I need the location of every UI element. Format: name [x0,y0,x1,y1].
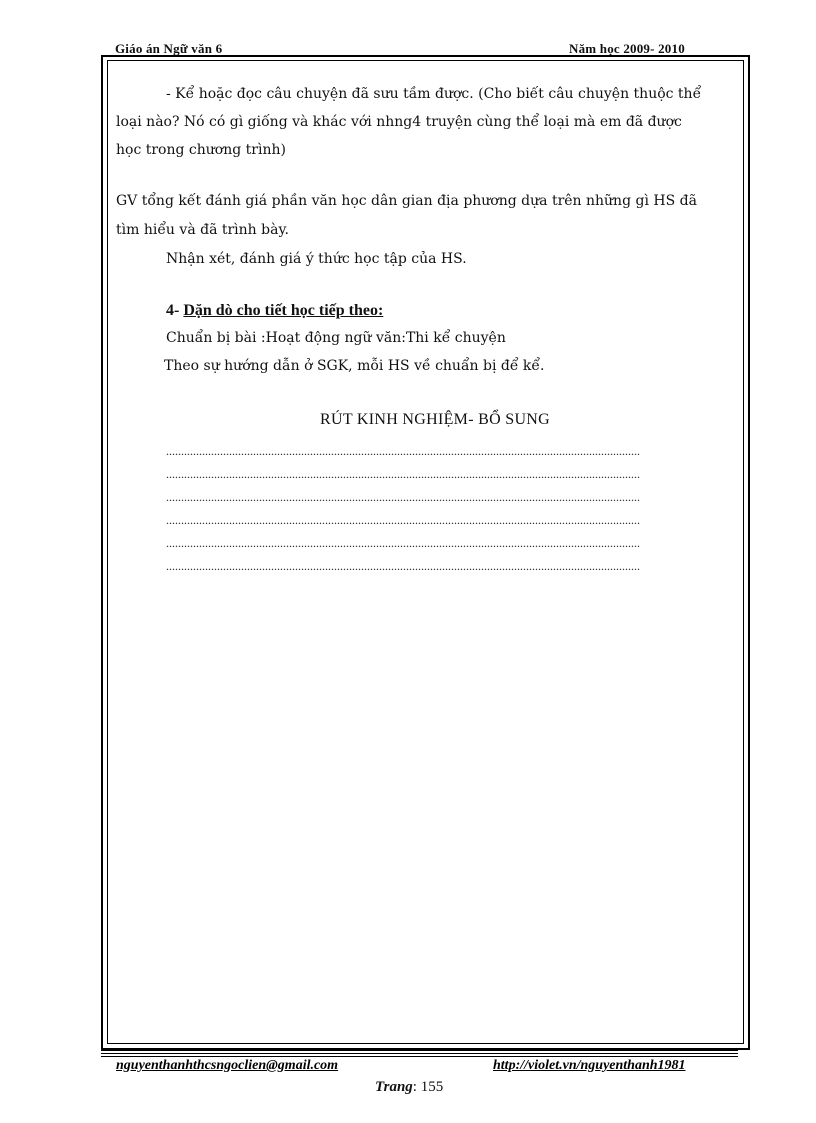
section4-line1: Chuẩn bị bài :Hoạt động ngữ văn:Thi kể chuyện [166,330,506,346]
footer-email-link[interactable]: nguyenthanhthcsngoclien@gmail.com [116,1058,339,1073]
rut-kinh-nghiem-title: RÚT KINH NGHIỆM- BỔ SUNG [320,411,551,428]
footer-rule [101,1053,738,1054]
footer-rule [101,1050,738,1051]
dotted-line: .............................................................................................................................................................. [166,536,640,550]
para2-line2: tìm hiểu và đã trình bày. [116,222,289,238]
section-4-number: 4- [166,302,180,319]
dotted-line: .............................................................................................................................................................. [166,490,640,504]
page-label-colon: : [412,1079,417,1095]
para1-line1: - Kể hoặc đọc câu chuyện đã sưu tầm được. (Cho biết câu chuyện thuộc thể [166,86,702,102]
section4-line2: Theo sự hướng dẫn ở SGK, mỗi HS về chuẩn bị để kể. [164,358,545,374]
para1-line3: học trong chương trình) [116,142,286,158]
footer-url-link[interactable]: http://violet.vn/nguyenthanh1981 [493,1058,686,1073]
page-number [375,1079,443,1096]
section-4-title: Dặn dò cho tiết học tiếp theo: [183,302,384,319]
dotted-line: .............................................................................................................................................................. [166,444,640,458]
header-school-year: Năm học 2009- 2010 [569,41,685,56]
page-number-value: 155 [420,1079,444,1095]
section-4-heading [166,302,383,320]
page-label: Trang [375,1079,413,1095]
footer-rule [101,1056,738,1057]
para3: Nhận xét, đánh giá ý thức học tập của HS. [166,251,467,267]
para2-line1: GV tổng kết đánh giá phần văn học dân gian địa phương dựa trên những gì HS đã [116,193,697,209]
header-title-left: Giáo án Ngữ văn 6 [115,41,223,56]
dotted-line: .............................................................................................................................................................. [166,513,640,527]
dotted-line: .............................................................................................................................................................. [166,559,640,573]
dotted-line: .............................................................................................................................................................. [166,467,640,481]
para1-line2: loại nào? Nó có gì giống và khác với nhng4 truyện cùng thể loại mà em đã được [116,114,682,130]
